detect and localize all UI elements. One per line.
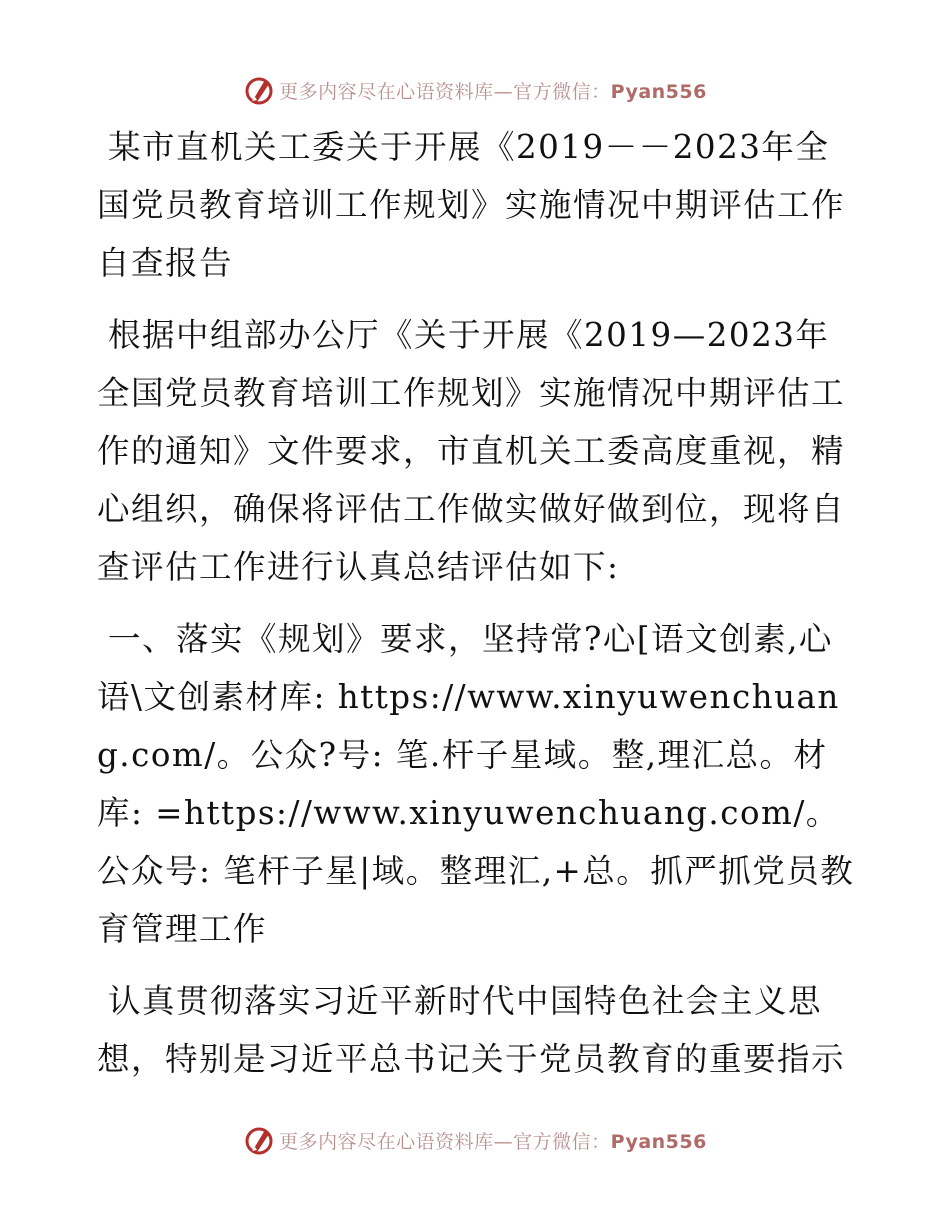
header-wechat-id: Pyan556 (610, 80, 707, 103)
header-banner (0, 70, 950, 110)
header-site-text: 更多内容尽在心语资料库 (279, 80, 494, 103)
document-title: 某市直机关工委关于开展《2019－－2023年全国党员教育培训工作规划》实施情况中期评估工作自查报告 (97, 128, 846, 282)
paragraph-intro: 根据中组部办公厅《关于开展《2019—2023年全国党员教育培训工作规划》实施情况中期评估工作的通知》文件要求，市直机关工委高度重视，精心组织，确保将评估工作做实做好做到位，现将自查评估工作进行认真总结评估如下: (97, 316, 846, 586)
header-separator: — (493, 80, 514, 103)
footer-wechat-label: 官方微信： (513, 1130, 611, 1153)
pen-nib-logo-icon (243, 1124, 275, 1156)
paragraph-section-one: 一、落实《规划》要求，坚持常?心[语文创素,心语\文创素材库: https://www.xinyuwenchuang.com/。公众?号: 笔.杆子星域。整,理汇总。材库: =https://www.xinyuwenchuang.com/。公众号: 笔杆子星|域。整理汇,+总。抓严抓党员教育管理工作 (97, 620, 855, 948)
document-body (97, 118, 857, 1088)
footer-wechat-id: Pyan556 (610, 1130, 707, 1153)
paragraph-body: 认真贯彻落实习近平新时代中国特色社会主义思想，特别是习近平总书记关于党员教育的重要指示 (97, 982, 846, 1078)
header-wechat-label: 官方微信： (513, 80, 611, 103)
header-banner-text (279, 77, 707, 104)
footer-banner (0, 1120, 950, 1160)
footer-site-text: 更多内容尽在心语资料库 (279, 1130, 494, 1153)
footer-banner-text (279, 1127, 707, 1154)
footer-separator: — (493, 1130, 514, 1153)
pen-nib-logo-icon (243, 74, 275, 106)
